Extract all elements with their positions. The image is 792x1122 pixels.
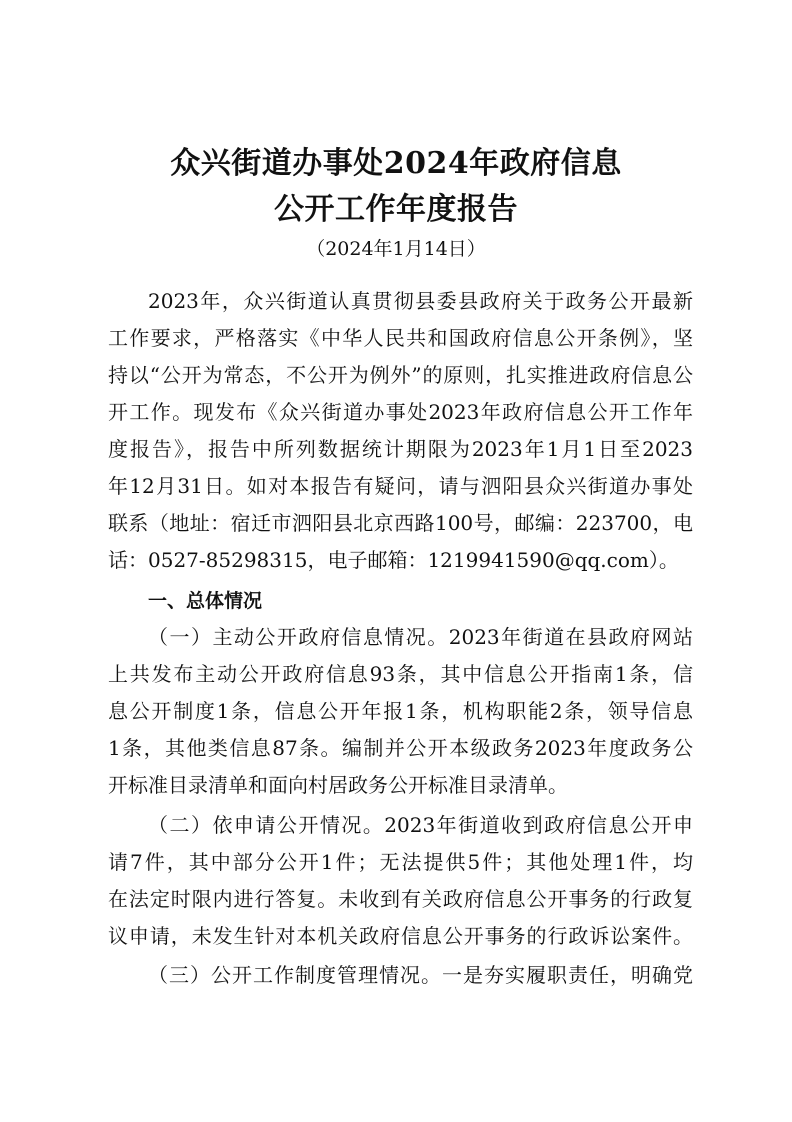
intro-line: 联系（地址：宿迁市泗阳县北京西路100号，邮编：223700，电 (108, 511, 693, 535)
report-title-line-2: 公开工作年度报告 (274, 192, 518, 227)
intro-line: 2023年，众兴街道认真贯彻县委县政府关于政务公开最新 (148, 289, 693, 313)
intro-line: 开工作。现发布《众兴街道办事处2023年政府信息公开工作年 (108, 400, 693, 424)
intro-line: 度报告》，报告中所列数据统计期限为2023年1月1日至2023 (108, 437, 693, 461)
para1-line: 息公开制度1条，信息公开年报1条，机构职能2条，领导信息 (108, 699, 693, 723)
report-date: （2024年1月14日） (306, 238, 486, 260)
para1-line: 上共发布主动公开政府信息93条，其中信息公开指南1条，信 (108, 662, 693, 686)
para2-line: 议申请，未发生针对本机关政府信息公开事务的行政诉讼案件。 (108, 924, 693, 948)
intro-line: 持以“公开为常态，不公开为例外”的原则，扎实推进政府信息公 (108, 363, 693, 387)
para1-line: 开标准目录清单和面向村居政务公开标准目录清单。 (108, 773, 568, 797)
report-title-line-1: 众兴街道办事处2024年政府信息 (170, 146, 622, 181)
intro-line: 话：0527-85298315，电子邮箱：1219941590@qq.com）。 (108, 548, 679, 572)
para3-line: （三）公开工作制度管理情况。一是夯实履职责任，明确党 (148, 963, 693, 987)
para2-line: 请7件，其中部分公开1件；无法提供5件；其他处理1件，均 (108, 850, 693, 874)
para1-line: （一）主动公开政府信息情况。2023年街道在县政府网站 (148, 625, 693, 649)
para2-line: （二）依申请公开情况。2023年街道收到政府信息公开申 (148, 813, 693, 837)
para1-line: 1条，其他类信息87条。编制并公开本级政务2023年度政务公 (108, 736, 693, 760)
para2-line: 在法定时限内进行答复。未收到有关政府信息公开事务的行政复 (108, 887, 693, 911)
intro-line: 年12月31日。如对本报告有疑问，请与泗阳县众兴街道办事处 (108, 474, 693, 498)
intro-line: 工作要求，严格落实《中华人民共和国政府信息公开条例》，坚 (108, 326, 693, 350)
section-heading: 一、总体情况 (148, 590, 263, 612)
